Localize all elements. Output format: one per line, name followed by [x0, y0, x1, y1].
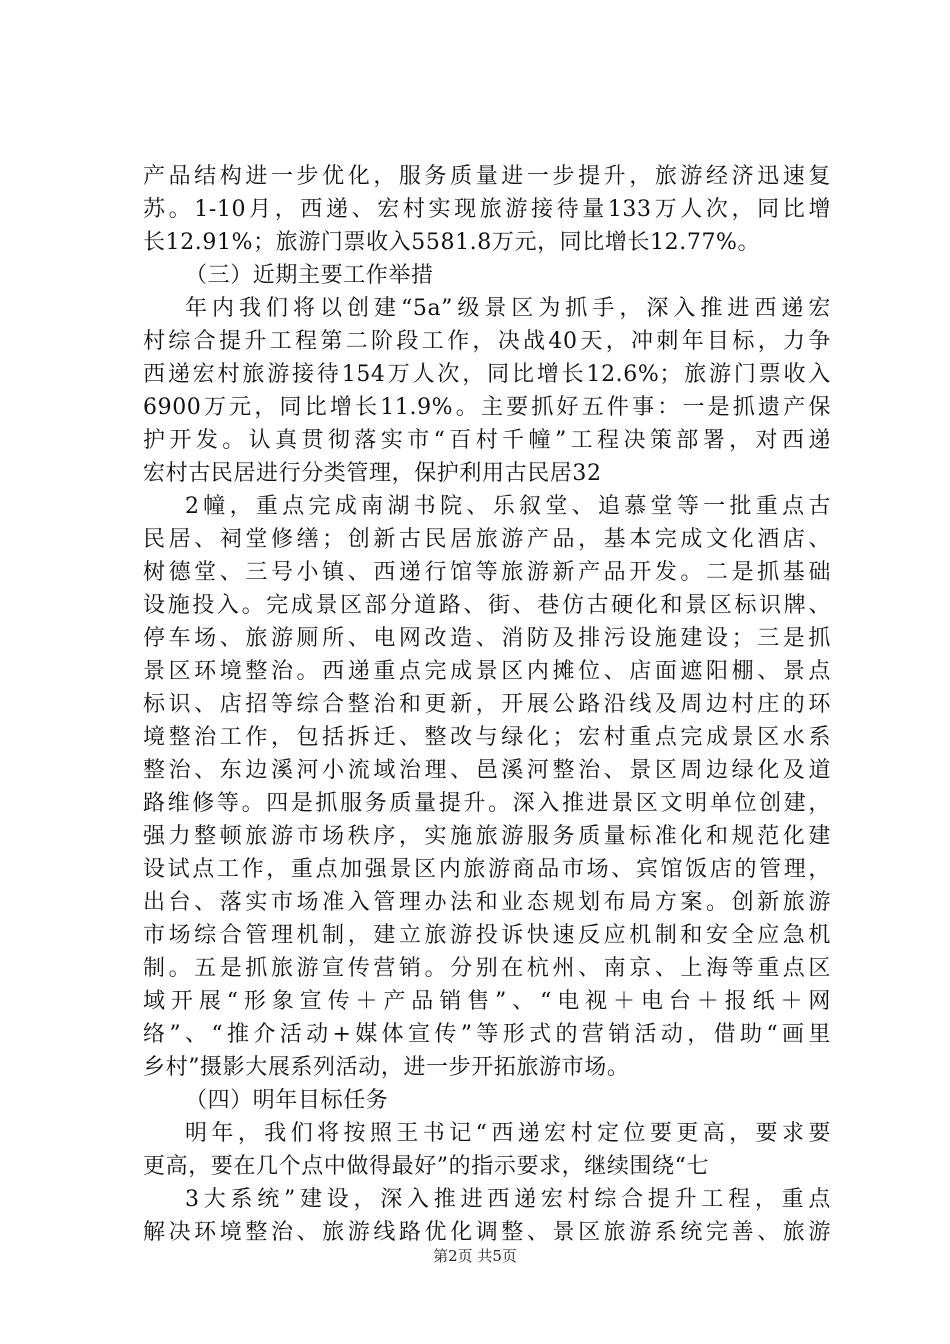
text-line: 年内我们将以创建“5a”级景区为抓手，深入推进西递宏: [185, 296, 831, 321]
text-line: 西递宏村旅游接待154万人次，同比增长12.6%；旅游门票收入: [143, 362, 831, 387]
text-line: 更高，要在几个点中做得最好”的指示要求，继续围绕“七: [143, 1154, 710, 1179]
text-line: 强力整顿旅游市场秩序，实施旅游服务质量标准化和规范化建: [143, 824, 831, 849]
text-line: 2幢，重点完成南湖书院、乐叙堂、追慕堂等一批重点古: [185, 494, 831, 519]
text-line: 明年，我们将按照王书记“西递宏村定位要更高，要求要: [185, 1121, 831, 1146]
section-heading: （三）近期主要工作举措: [185, 263, 434, 288]
text-line: 停车场、旅游厕所、电网改造、消防及排污设施建设；三是抓: [143, 626, 831, 651]
text-line: 路维修等。四是抓服务质量提升。深入推进景区文明单位创建，: [143, 791, 831, 816]
text-line: 设施投入。完成景区部分道路、街、巷仿古硬化和景区标识牌、: [143, 593, 831, 618]
text-line: 标识、店招等综合整治和更新，开展公路沿线及周边村庄的环: [143, 692, 831, 717]
text-line: 设试点工作，重点加强景区内旅游商品市场、宾馆饭店的管理，: [143, 857, 831, 882]
text-line: 出台、落实市场准入管理办法和业态规划布局方案。创新旅游: [143, 890, 831, 915]
text-line: 市场综合管理机制，建立旅游投诉快速反应机制和安全应急机: [143, 923, 831, 948]
text-line: 整治、东边溪河小流域治理、邑溪河整治、景区周边绿化及道: [143, 758, 831, 783]
text-line: 境整治工作，包括拆迁、整改与绿化；宏村重点完成景区水系: [143, 725, 831, 750]
text-line: 长12.91%；旅游门票收入5581.8万元，同比增长12.77%。: [143, 230, 761, 255]
text-line: 民居、祠堂修缮；创新古民居旅游产品，基本完成文化酒店、: [143, 527, 831, 552]
text-line: 苏。1-10月，西递、宏村实现旅游接待量133万人次，同比增: [143, 197, 831, 222]
text-line: 解决环境整治、旅游线路优化调整、景区旅游系统完善、旅游: [143, 1220, 831, 1245]
text-line: 景区环境整治。西递重点完成景区内摊位、店面遮阳棚、景点: [143, 659, 831, 684]
text-line: 络”、“推介活动+媒体宣传”等形式的营销活动，借助“画里: [143, 1022, 831, 1047]
document-body: [143, 160, 831, 1249]
text-line: 树德堂、三号小镇、西递行馆等旅游新产品开发。二是抓基础: [143, 560, 831, 585]
page-number-footer: 第2页 共5页: [433, 1247, 517, 1265]
text-line: 6900万元，同比增长11.9%。主要抓好五件事：一是抓遗产保: [143, 395, 831, 420]
text-line: 护开发。认真贯彻落实市“百村千幢”工程决策部署，对西递: [143, 428, 831, 453]
text-line: 乡村”摄影大展系列活动，进一步开拓旅游市场。: [143, 1055, 630, 1080]
text-line: 产品结构进一步优化，服务质量进一步提升，旅游经济迅速复: [143, 164, 831, 189]
text-line: 3大系统”建设，深入推进西递宏村综合提升工程，重点: [185, 1187, 831, 1212]
text-line: 制。五是抓旅游宣传营销。分别在杭州、南京、上海等重点区: [143, 956, 831, 981]
text-line: 域开展“形象宣传＋产品销售”、“电视＋电台＋报纸＋网: [143, 989, 831, 1014]
text-line: 宏村古民居进行分类管理，保护利用古民居32: [143, 461, 602, 486]
text-line: 村综合提升工程第二阶段工作，决战40天，冲刺年目标，力争: [143, 329, 831, 354]
section-heading: （四）明年目标任务: [185, 1088, 389, 1113]
